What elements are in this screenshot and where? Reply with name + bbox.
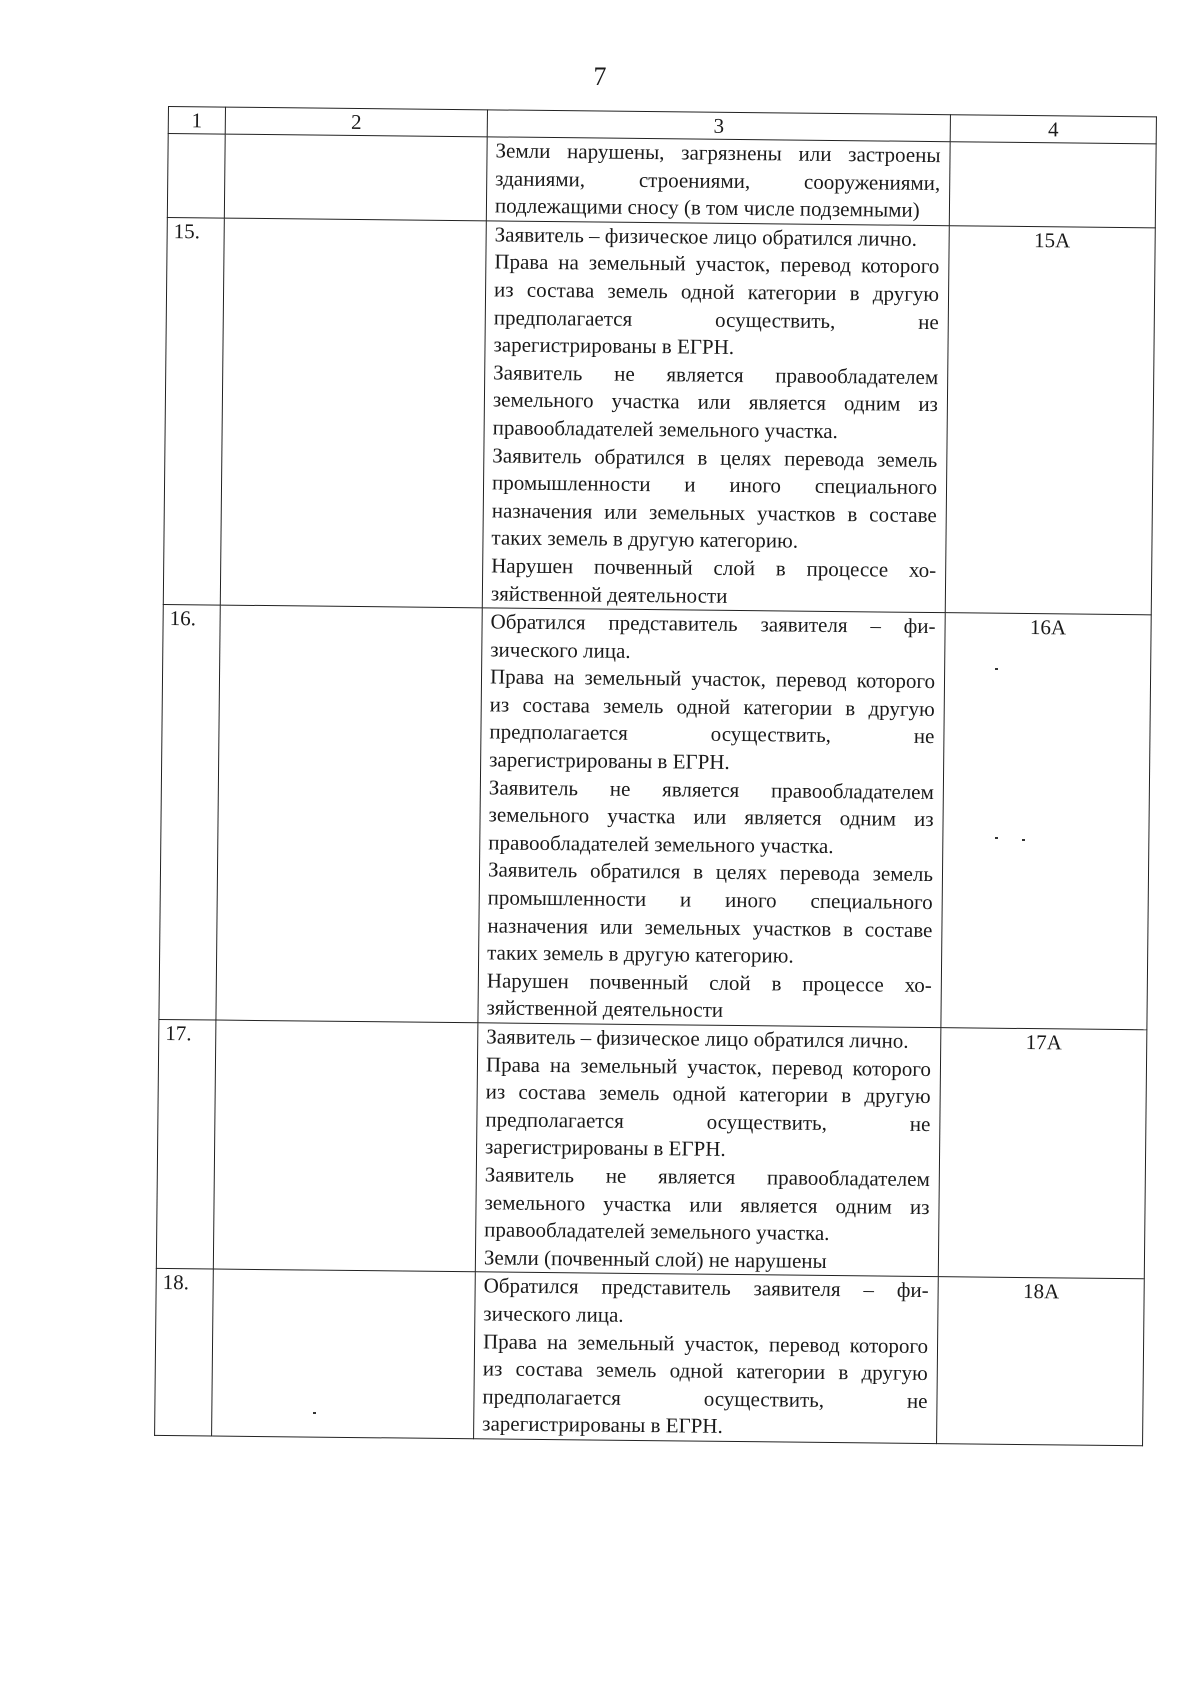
table-row [159, 605, 1151, 1030]
row-conditions [478, 608, 945, 1028]
document-table [154, 106, 1157, 1446]
row-code [949, 142, 1156, 228]
condition-paragraph: Нарушен почвенный слой в процессе хозяйственной деятельности [490, 553, 937, 608]
row-col2 [220, 218, 486, 608]
row-number: 17. [156, 1019, 216, 1269]
row-col2 [212, 1269, 476, 1438]
row-conditions [482, 221, 949, 613]
condition-paragraph: Права на земельный участок, перевод которого из состава земель одной категории в другую предполагается осуществить, не зарегистрированы в ЕГРН. [489, 664, 936, 774]
table-body [155, 134, 1157, 1446]
condition-paragraph: Права на земельный участок, перевод которого из состава земель одной категории в другую предполагается осуществить, не зарегистрированы в ЕГРН. [484, 1051, 932, 1162]
table-row [156, 1019, 1147, 1279]
scan-speck [313, 1412, 316, 1414]
condition-paragraph: Обратился представитель заявителя – физического лица. [483, 1273, 929, 1327]
row-conditions [474, 1272, 939, 1443]
row-code: 17А [938, 1028, 1147, 1279]
header-col-1: 1 [168, 107, 225, 135]
condition-paragraph: Обратился представитель заявителя – физического лица. [490, 609, 936, 663]
row-col2 [213, 1020, 478, 1272]
row-number: 15. [163, 217, 224, 605]
row-code: 15А [945, 225, 1155, 614]
header-col-2: 2 [225, 107, 487, 137]
table-row [167, 134, 1156, 228]
row-number: 16. [159, 605, 220, 1020]
condition-paragraph: Заявитель не является правообладателем земельного участка или является одним из правообладателей земельного участка. [488, 775, 934, 858]
row-col2 [216, 605, 482, 1023]
table-row [163, 217, 1155, 615]
condition-paragraph: Заявитель обратился в целях перевода земель промышленности и иного специального назначения или земельных участков в составе таких земель в другую категорию. [491, 442, 938, 553]
condition-paragraph: Заявитель – физическое лицо обратился лично. [486, 1024, 909, 1053]
row-col2 [224, 134, 487, 221]
header-col-4: 4 [950, 115, 1156, 144]
table-row [155, 1269, 1145, 1446]
row-conditions [475, 1023, 941, 1277]
condition-paragraph: Земли нарушены, загрязнены или застроены зданиями, строениями, сооружениями, подлежащими сносу (в том числе подземными) [494, 138, 941, 223]
condition-paragraph: Нарушен почвенный слой в процессе хозяйственной деятельности [486, 968, 932, 1023]
condition-paragraph: Права на земельный участок, перевод которого из состава земель одной категории в другую предполагается осуществить, не зарегистрированы в ЕГРН. [482, 1328, 929, 1439]
condition-paragraph: Земли (почвенный слой) не нарушены [483, 1245, 827, 1273]
condition-paragraph: Заявитель не является правообладателем земельного участка или является одним из правообладателей земельного участка. [484, 1162, 930, 1246]
scan-speck [1022, 839, 1025, 841]
condition-paragraph: Заявитель обратился в целях перевода земель промышленности и иного специального назначения или земельных участков в составе таких земель в другую категорию. [487, 857, 934, 968]
row-code: 16А [941, 613, 1151, 1030]
scan-speck [995, 668, 998, 670]
condition-paragraph: Заявитель не является правообладателем земельного участка или является одним из правообладателей земельного участка. [492, 360, 939, 443]
header-col-3: 3 [487, 110, 950, 142]
row-number: 18. [155, 1269, 214, 1436]
page-number: 7 [593, 62, 607, 91]
condition-paragraph: Права на земельный участок, перевод которого из состава земель одной категории в другую предполагается осуществить, не зарегистрированы в ЕГРН. [493, 249, 940, 360]
row-conditions [486, 137, 950, 226]
condition-paragraph: Заявитель – физическое лицо обратился лично. [494, 222, 918, 251]
row-code: 18А [937, 1277, 1145, 1446]
row-number [167, 134, 225, 218]
scan-speck [995, 837, 998, 839]
